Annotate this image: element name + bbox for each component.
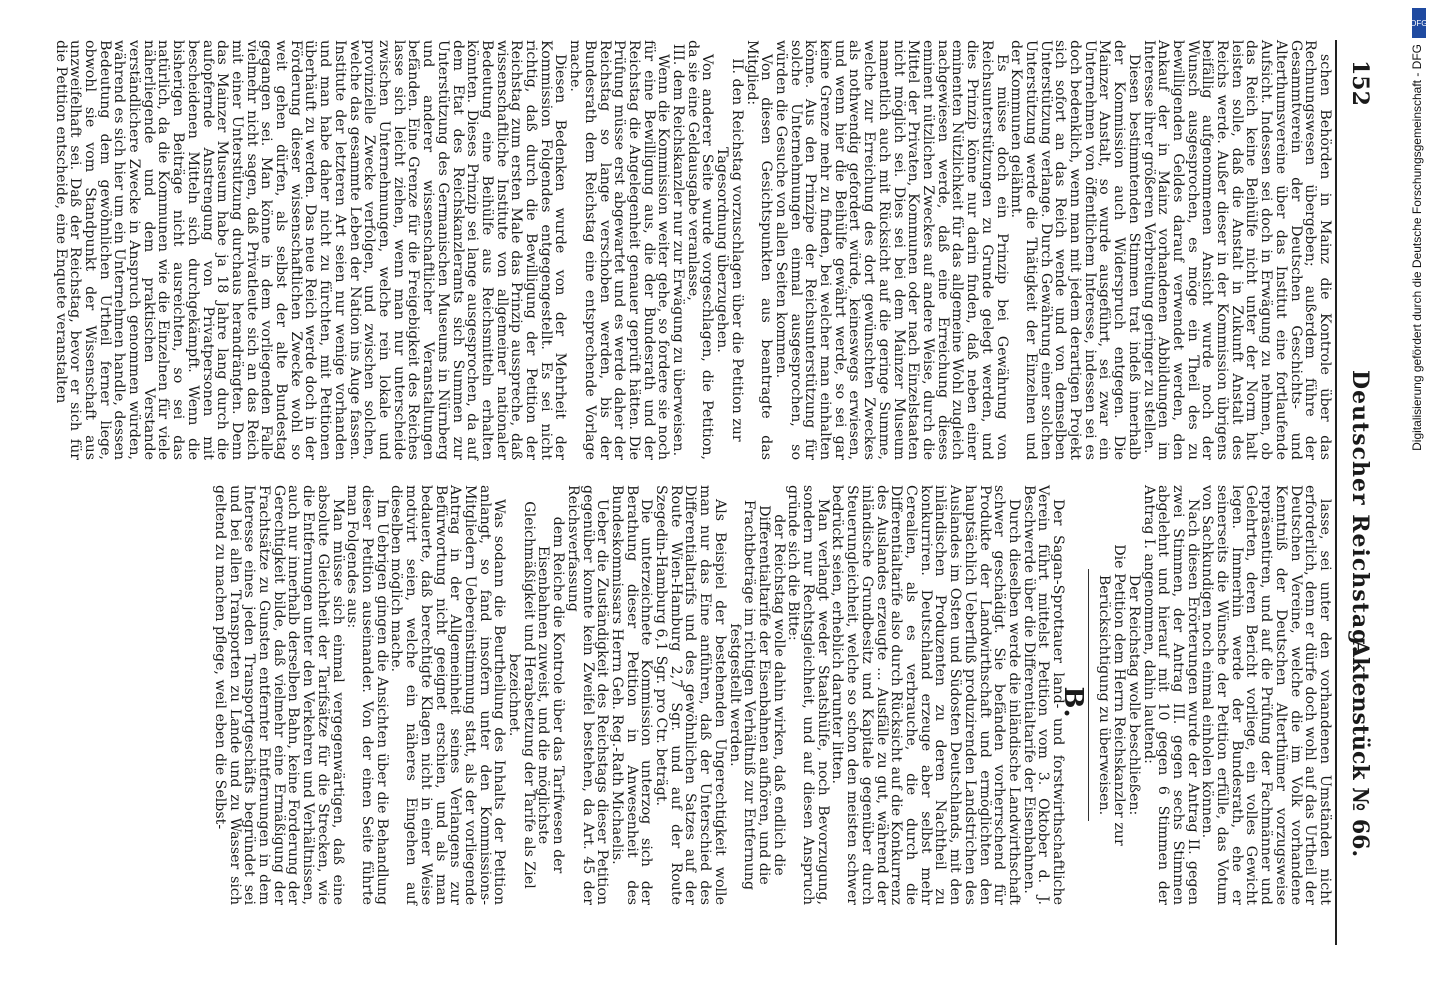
motion-item: III. dem Reichskanzler nur zur Erwägung zu überweisen.	[670, 43, 687, 457]
constitution-quote: dem Reiche die Kontrole über das Tarifwesen der Eisenbahnen zuweist, und die möglichste Gleichmäßigkeit und Herabsetzung der Tarife als Ziel bezeichnet.	[506, 501, 567, 889]
running-title-left: Deutscher Reichstag.	[1347, 370, 1373, 655]
paragraph: Man verlangt weder Staatshülfe, noch Bevorzugung, sondern nur Rechtsgleichheit, und auf diesen Anspruch gründe sich die Bitte:	[785, 485, 831, 905]
paragraph: Von diesen Gesichtspunkten aus beantragte das Mitglied:	[743, 40, 775, 460]
paragraph: Diesen Bedenken wurde von der Mehrheit der Kommission Folgendes entgegengestellt. Es sei nicht richtig, daß durch die Bewilligung der Petition der Reichstag zum ersten Male das Prinzip ausspreche, daß wissenschaftliche Institute von allgemeiner nationaler Bedeutung eine Beihülfe aus Reichsmitteln erhalten könnten. Dieses Prinzip sei lange ausgesprochen, da auf dem Etat des Reichskanzleramts sich Summen zur Unterstützung des Germanischen Museums in Nürnberg und anderer wissenschaftlicher Veranstaltungen befänden. Eine Grenze für die Freigebigkeit des Reiches lasse sich leicht ziehen, wenn man nur unterscheide zwischen Unternehmungen, welche rein lokale und provinzielle Zwecke verfolgen, und zwischen solchen, welche das gesammte Leben der Nation ins Auge fassen. Institute der letzteren Art seien nur wenige vorhanden und man habe daher nicht zu fürchten, mit Petitionen überhäuft zu werden. Das neue Reich werde doch in der Förderung dieser wissenschaftlichen Zwecke wohl so weit gehen dürfen, als selbst der alte Bundestag gegangen sei. Man könne in dem vorliegenden Falle vielmehr nicht sagen, daß Privatleute sich an das Reich mit einer Unterstützung durchaus herandrängten. Denn das Mainzer Museum habe ja 18 Jahre lang durch die aufopfernde Anstrengung von Privatpersonen mit bescheidenen Mitteln sich durchgekämpft. Wenn die bisherigen Beiträge nicht ausreichten, so sei das natürlich, da die Kommunen wie die Einzelnen für viele näherliegende und dem praktischen Verstande verständlichere Zwecke in Anspruch genommen würden, während es sich hier um ein Unternehmen handle, dessen Bedeutung dem gewöhnlichen Urtheil ferner liege, obwohl sie vom Standpunkt der Wissenschaft aus unzweifelhaft sei. Daß der Reichstag, bevor er sich für die Petition entscheide, eine Enquete veranstalten	[52, 40, 569, 460]
paragraph: Als Beispiel der bestehenden Ungerechtigkeit wolle man nur das Eine anführen, daß der Unterschied des Differentialtarifs und des gewöhnlichen Satzes auf der Route Wien-Hamburg 2,7 Sgr. und auf der Route Szegedin-Hamburg 6,1 Sgr. pro Ctr. beträgt.	[653, 485, 728, 905]
section-heading: B.	[1057, 686, 1088, 718]
paragraph: Nach diesen Erörterungen wurde der Antrag II. gegen zwei Stimmen, der Antrag III. gegen sechs Stimmen abgelehnt und hierauf mit 10 gegen 6 Stimmen der Antrag I. angenommen, dahin lautend:	[1140, 485, 1201, 905]
section-divider	[1088, 569, 1089, 821]
paragraph: Ueber die Zuständigkeit des Reichstags dieser Petition gegenüber konnte kein Zweifel bestehen, da Art. 45 der Reichsverfassung	[564, 485, 611, 905]
paragraph: Man müsse sich einmal vergegenwärtigen, daß eine absolute Gleichheit der Tarifsätze für die Strecken, wie die Entfernungen unter den Verkehren und Verhältnissen, auch nur innerhalb derselben Bahn, keine Forderung der Gerechtigkeit bilde, daß vielmehr eine Ermäßigung der Frachtsätze zu Gunsten entfernter Entfernungen in dem Interesse eines jeden Transportgeschäfts begründet sei und bei allen Transporten zu Lande und zu Wasser sich geltend zu machen pflege, weil eben die Selbst-	[211, 485, 346, 905]
page-header	[1335, 40, 1377, 945]
text-column-left	[52, 40, 1333, 460]
paragraph: lasse, sei unter den vorhandenen Umständen nicht erforderlich, denn er dürfe doch wohl auf das Urtheil der Deutschen Vereine, welche die im Volk vorhandene Kenntniß der Deutschen Alterthümer vorzugsweise repräsentiren, und auf die Prüfung der Fachmänner und Gelehrten, deren Bericht vorliege, ein volles Gewicht legen. Immerhin werde der Bundesrath, ehe er seinerseits die Wünsche der Petition erfülle, das Votum von Sachkundigen noch einmal einholen können.	[1199, 485, 1333, 905]
paragraph: Diesen bestimmtenden Stimmen trat indeß innerhalb der Kommission auch Widerspruch entgegen. Die Mainzer Anstalt, so wurde ausgeführt, sei zwar ein Unternehmen von öffentlichem Interesse, indessen sei es doch bedenklich, wenn man mit jedem derartigen Projekt sich sofort an das Reich wende und von demselben Unterstützung verlange. Durch Gewährung einer solchen Unterstützung werde die Thätigkeit der Einzelnen und der Kommunen gelähmt.	[1008, 40, 1142, 460]
paragraph: Was sodann die Beurtheilung des Inhalts der Petition anlangt, so fand insofern unter den Kommissions-Mitgliedern Uebereinstimmung statt, als der vorliegende Antrag in der Allgemeinheit seines Verlangens zur Befürwortung nicht geeignet erschien, und als man bedauerte, daß berechtigte Klagen nicht in einer Weise motivirt seien, welche ein näheres Eingehen auf dieselben möglich mache.	[388, 485, 508, 905]
paragraph: Im Uebrigen gingen die Ansichten über die Behandlung dieser Petition auseinander. Von der einen Seite führte man Folgendes aus:	[344, 485, 390, 905]
resolution-intro: Der Reichstag wolle beschließen:	[1125, 574, 1142, 816]
paragraph: Durch dieselben werde die inländische Landwirthschaft schwer geschädigt. Sie befänden vorherrschend für Produkte der Landwirthschaft und ermöglichten den hauptsächlich Ueberfluß produzirenden Landstrichen des Auslandes im Osten und Südosten Deutschlands, mit den inländischen Produzenten zu deren Nachtheil zu konkurriren. Deutschland erzeuge aber selbst mehr Cerealien, als es verbrauche, die durch die Differentialtarife also durch Rücksicht auf die Konkurrenz des Auslandes erzeugte ... Ausfälle zu gut, während der inländische Grundbesitz und Kapitale gegenüber durch Steuerungleichheit, welche so schon den meisten schwer bedrückt seien, erheblich darunter litten.	[829, 485, 1022, 905]
text-column-right	[211, 485, 1333, 905]
running-title-right: Aktenstück № 66.	[1347, 640, 1373, 858]
page-number: 152	[1347, 60, 1373, 106]
paragraph: Es müsse doch ein Prinzip bei Gewährung von Reichsunterstützungen zu Grunde gelegt werden, und dies Prinzip könne nur darin finden, daß neben einer eminenten Nützlichkeit für das allgemeine Wohl zugleich nachgewiesen werde, daß eine Erreichung dieses eminent nützlichen Zweckes auf andere Weise, durch die Mittel der Privaten, Kommunen oder nach Einzelstaaten nicht möglich sei. Dies sei bei dem Mainzer Museum namentlich auch mit Rücksicht auf die geringe Summe, welche zur Erreichung des dort gewünschten Zweckes als nothwendig gefordert würde, keineswegs erwiesen, und wenn hier die Beihülfe gewährt werde, so sei gar keine Grenze mehr zu finden, bei welcher man einhalten könne. Aus den Prinzipe der Reichsunterstützung für solche Unternehmungen einmal ausgesprochen, so würden die Gesuche von allen Seiten kommen.	[772, 40, 1010, 460]
paragraph: Von anderer Seite wurde vorgeschlagen, die Petition, da sie eine Geldausgabe veranlasse,	[684, 40, 716, 460]
dfg-logo: DFG	[1412, 8, 1426, 38]
paragraph: Wenn die Kommission weiter gehe, so fordere sie noch für eine Bewilligung aus, die der Bundesrath und der Reichstag die Angelegenheit genauer geprüft hätten. Die Prüfung müsse erst abgewartet und es werde daher der Reichstag so lange verschoben werden, bis der Bundesrath dem Reichstag eine entsprechende Vorlage mache.	[567, 40, 672, 460]
motion-item: II. den Reichstag vorzuschlagen über die Petition zur Tagesordnung überzugehen.	[714, 58, 745, 442]
paragraph: Die unterzeichnete Kommission unterzog sich der Berathung dieser Petition in Anwesenheit des Bundeskommissars Herrn Geh. Reg.-Rath Michaelis.	[608, 485, 655, 905]
paragraph: Der Sagan-Sprottauer land- und forstwirthschaftliche Verein führt mittelst Petition vom 3. Oktober d. J. Beschwerde über die Differentialtarife der Eisenbahnen.	[1020, 485, 1067, 905]
paragraph: schen Behörden in Mainz die Kontrole über das Rechnungswesen übergeben; außerdem führe der Gesammtverein der Deutschen Geschichts- und Alterthumsvereine über das Institut eine fortlaufende Aufsicht. Indessen sei doch in Erwägung zu nehmen, ob das Reich keine Beihülfe nicht unter der Norm halt leisten solle, daß die Anstalt in Zukunft Anstalt des Reichs werde. Außer dieser in der Kommission übrigens beifällig aufgenommenen Ansicht wurde noch der Wunsch ausgesprochen, es möge ein Theil des zu bewilligenden Geldes darauf verwendet werden, den Ankauf der in Mainz vorhandenen Abbildungen im Interesse ihrer größeren Verbreitung geringer zu stellen.	[1140, 40, 1333, 460]
resolution-text: Die Petition dem Herrn Reichskanzler zur Berücksichtigung zu überweisen.	[1096, 544, 1128, 846]
petition-request: der Reichstag wolle dahin wirken, daß endlich die Differentialtarife der Eisenbahnen aufhören, und die Frachtbeträge im richtigen Verhältniß zur Entfernung festgestellt werden.	[726, 499, 787, 891]
digitization-credit: Digitalisierung gefördert durch die Deutsche Forschungsgemeinschaft - DFG	[1410, 44, 1424, 451]
